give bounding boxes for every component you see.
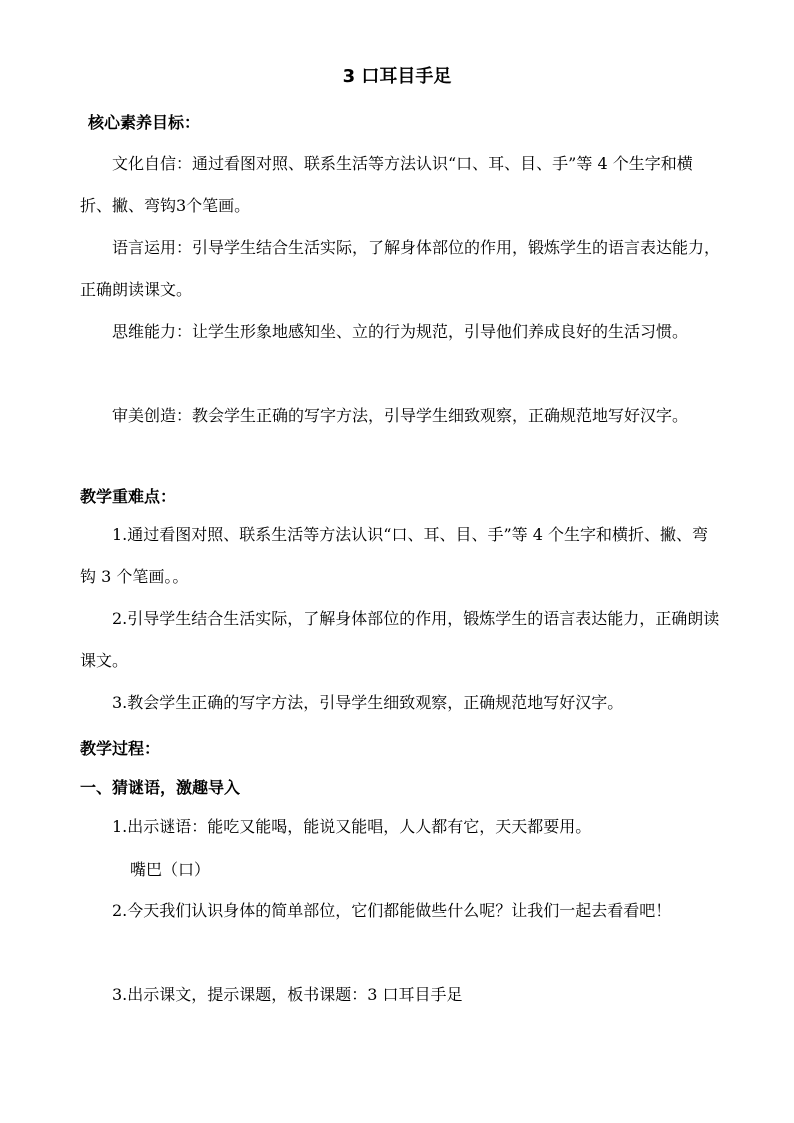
goal-culture: 文化自信：通过看图对照、联系生活等方法认识“口、耳、目、手”等 4 个生字和横折、撇、弯钩3个笔画。 <box>80 154 693 215</box>
step-3: 3.出示课文，提示课题，板书课题：3 口耳目手足 <box>112 985 463 1004</box>
goal-aesthetics: 审美创造：教会学生正确的写字方法，引导学生细致观察，正确规范地写好汉字。 <box>112 406 689 425</box>
key-point-3: 3.教会学生正确的写字方法，引导学生细致观察，正确规范地写好汉字。 <box>112 693 624 712</box>
lesson-title: 3 口耳目手足 <box>342 66 452 87</box>
goal-language: 语言运用：引导学生结合生活实际，了解身体部位的作用，锻炼学生的语言表达能力，正确朗读课文。 <box>80 238 721 299</box>
key-point-1: 1.通过看图对照、联系生活等方法认识“口、耳、目、手”等 4 个生字和横折、撇、弯钩 3 个笔画。。 <box>80 525 708 586</box>
step-1-riddle: 1.出示谜语：能吃又能喝，能说又能唱，人人都有它，天天都要用。 <box>112 817 592 836</box>
riddle-answer: 嘴巴（口） <box>130 860 211 879</box>
process-heading: 教学过程： <box>80 739 161 758</box>
goals-heading: 核心素养目标： <box>88 113 201 132</box>
goal-thinking: 思维能力：让学生形象地感知坐、立的行为规范，引导他们养成良好的生活习惯。 <box>112 322 689 341</box>
key-points-heading: 教学重难点： <box>80 487 177 506</box>
key-point-2: 2.引导学生结合生活实际，了解身体部位的作用，锻炼学生的语言表达能力，正确朗读课文。 <box>80 609 720 670</box>
step-2: 2.今天我们认识身体的简单部位，它们都能做些什么呢？让我们一起去看看吧！ <box>112 901 672 920</box>
section-1-heading: 一、猜谜语，激趣导入 <box>80 778 241 797</box>
